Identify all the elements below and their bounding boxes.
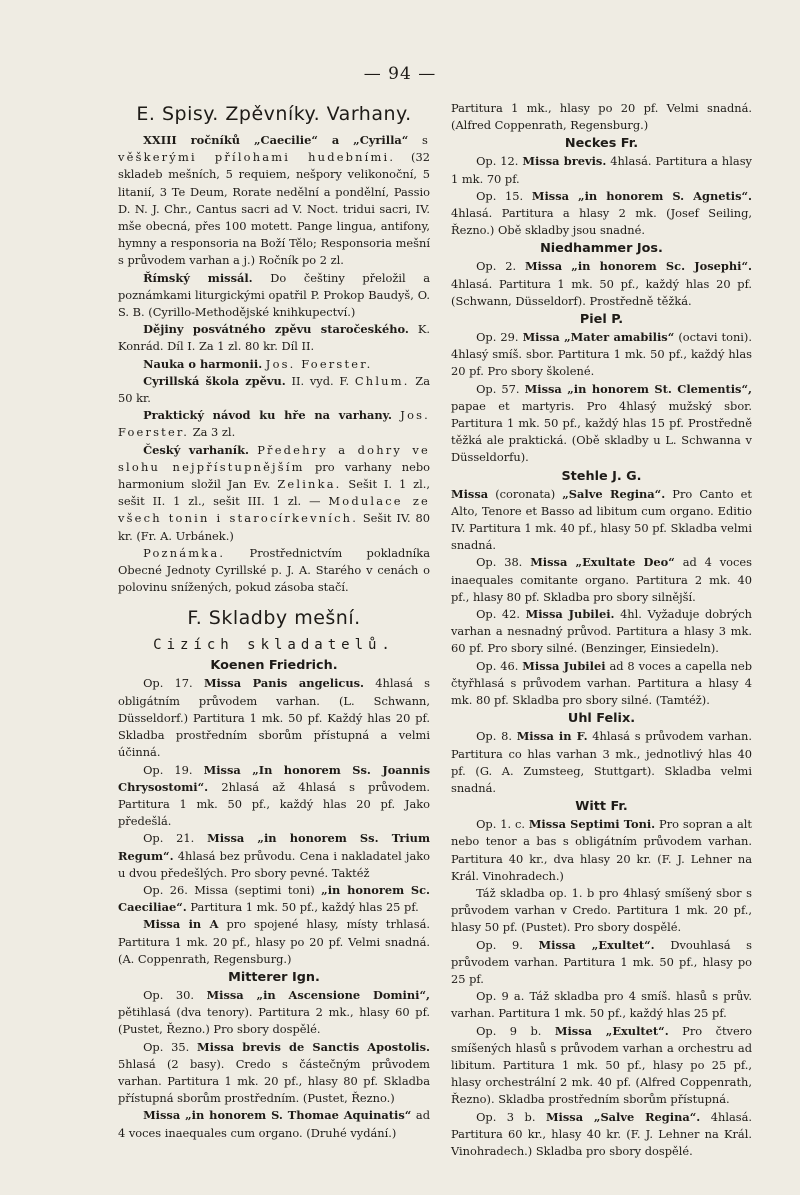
mass-title: Missa in F. — [516, 729, 588, 744]
right-column — [451, 100, 752, 1160]
opus-number: Op. 30. — [143, 987, 194, 1002]
mass-title: Missa Jubilei. — [525, 607, 615, 622]
mass-title: Missa „Mater amabilis“ — [522, 330, 675, 345]
mass-entry — [451, 381, 752, 467]
section-f-subtitle: Cizích skladatelů. — [153, 637, 395, 654]
mass-entry — [118, 882, 430, 916]
mass-details: 4hlasá. Partitura a hlasy 2 mk. (Josef Seiling, Řezno.) Obě skladby jsou snadné. — [451, 206, 752, 238]
section-e-title: E. Spisy. Zpěvníky. Varhany. — [136, 103, 412, 125]
entry-spaced-text: Předehry a dohry ve slohu nejpřístupnějším — [118, 442, 430, 474]
mass-title: Missa „in honorem S. Agnetis“. — [531, 188, 752, 203]
opus-number: Op. 46. — [476, 658, 519, 673]
entry-title: Cyrillská škola zpěvu. — [143, 373, 286, 388]
composer-heading: Niedhammer Jos. — [540, 241, 663, 257]
mass-details: Dvouhlasá s průvodem varhan. Partitura 1 mk. 50 pf., hlasy po 25 pf. — [451, 937, 752, 986]
entry-dejiny-zpevu — [118, 321, 430, 355]
mass-title: „in honorem Sc. Caeciliae“. — [118, 882, 431, 915]
entry-title: Praktický návod ku hře na varhany. — [143, 408, 392, 423]
entry-text: Prostřednictvím pokladníka Obecné Jednoty Cyrillské p. J. A. Starého v cenách o polovinu snížených, pokud zásoba stačí. — [118, 545, 430, 595]
composer-heading: Piel P. — [579, 312, 624, 328]
mass-title: Missa Jubilei — [522, 658, 606, 673]
composer-heading: Koenen Friedrich. — [210, 658, 338, 674]
entry-text: Za 3 zl. — [192, 425, 236, 440]
opus-number: Op. 9 b. — [476, 1023, 542, 1038]
mass-details: ad 4 voces inaequales cum organo. (Druhé vydání.) — [118, 1108, 431, 1140]
mass-details: 4hlasá s průvodem varhan. Partitura co hlas varhan 3 mk., jednotlivý hlas 40 pf. (G. A. Zumsteeg, Stuttgart). Skladba velmi snadná. — [451, 729, 752, 795]
mass-details: 4hlasá bez průvodu. Cena i nakladatel jako u dvou předešlých. Pro sbory pevné. Taktéž — [118, 848, 431, 880]
mass-entry — [451, 816, 752, 885]
mass-entry — [118, 1107, 430, 1141]
mass-title: Missa „Exultate Deo“ — [530, 555, 675, 570]
entry-nauka-harmonii — [118, 356, 430, 373]
mass-title: Missa in A — [143, 917, 219, 932]
entry-title: Dějiny posvátného zpěvu staročeského. — [143, 322, 409, 337]
composer-heading: Neckes Fr. — [564, 136, 639, 152]
mass-entry — [451, 188, 752, 240]
mass-entry — [451, 606, 752, 658]
composer-heading: Witt Fr. — [575, 799, 628, 815]
mass-details: Pro Canto et Alto, Tenore et Basso ad libitum cum organo. Editio IV. Partitura 1 mk. 40 pf., hlasy 50 pf. Skladba velmi snadná. — [451, 486, 752, 553]
mass-details: pro spojené hlasy, místy trhlasá. Partitura 1 mk. 20 pf., hlasy po 20 pf. Velmi snadná. (A. Coppenrath, Regensburg.) — [118, 917, 430, 966]
mass-title: Missa „in honorem S. Thomae Aquinatis“ — [143, 1108, 412, 1123]
entry-text: K. Konrád. Díl I. Za 1 zl. 80 kr. Díl II. — [118, 322, 430, 354]
mass-entry — [451, 329, 752, 381]
mass-details: Pro čtvero smíšených hlasů s průvodem varhan a orchestru ad libitum. Partitura 1 mk. 50 pf., hlasy po 25 pf., hlasy orchestrální 2 mk. 40 pf. (Alfred Coppenrath, Řezno). Skladba prostředním sborům přístupná. — [451, 1023, 753, 1107]
mass-entry — [451, 1023, 752, 1109]
mass-title: Missa Panis angelicus. — [203, 676, 365, 691]
entry-cyrillska-skola — [118, 373, 430, 407]
entry-rimsky-missal — [118, 270, 430, 322]
mass-title: Missa „Exultet“. — [554, 1023, 669, 1038]
entry-spaced-text: Jos. Foerster. — [118, 408, 430, 440]
composer-heading: Mitterer Ign. — [228, 969, 320, 985]
mass-entry — [118, 830, 430, 882]
entry-spaced-text: Zelinka. — [277, 477, 342, 492]
opus-number: Op. 2. — [476, 259, 517, 274]
entry-spaced-text: Jos. Foerster. — [265, 356, 373, 371]
mass-entry — [118, 916, 430, 968]
entry-text: Do češtiny přeložil a poznámkami liturgickými opatřil P. Prokop Baudyš, O. S. B. (Cyrillo-Methodějské knihkupectví.) — [118, 270, 430, 320]
opus-number: Op. 3 b. — [476, 1109, 536, 1124]
entry-poznamka — [118, 545, 430, 597]
entry-prakticky-navod — [118, 407, 430, 441]
mass-details: (octavi toni). 4hlasý smíš. sbor. Partitura 1 mk. 50 pf., každý hlas 20 pf. Pro sbory školené. — [451, 330, 753, 379]
mass-details: ad 8 voces a capella neb čtyřhlasá s průvodem varhan. Partitura a hlasy 4 mk. 80 pf. Skladba pro sbory silné. (Tamtéž). — [451, 658, 752, 708]
mass-details: pětihlasá (dva tenory). Partitura 2 mk., hlasy 60 pf. (Pustet, Řezno.) Pro sbory dospělé. — [118, 1005, 430, 1037]
mass-title: Missa brevis. — [522, 154, 607, 169]
opus-number: Op. 12. — [476, 154, 519, 169]
mass-details: Partitura 1 mk. 50 pf., každý hlas 25 pf. — [190, 900, 419, 915]
entry-text: pro varhany nebo harmonium složil Jan Ev. — [118, 459, 430, 492]
mass-title: Missa „in honorem Ss. Trium Regum“. — [118, 831, 431, 863]
composer-heading: Uhl Felix. — [567, 711, 636, 727]
mass-title: Missa — [451, 486, 489, 501]
opus-number: Op. 1. c. — [476, 817, 525, 832]
mass-title: Missa „In honorem Ss. Joannis Chrysostomi“. — [118, 762, 430, 794]
opus-number: Op. 19. — [143, 762, 193, 777]
opus-number: Op. 42. — [476, 607, 521, 622]
entry-title: XXIII ročníků „Caecilie“ a „Cyrilla“ — [143, 133, 409, 147]
mass-details: papae et martyris. Pro 4hlasý mužský sbor. Partitura 1 mk. 50 pf., každý hlas 15 pf. Prostředně těžká ale praktická. (Obě skladby u L. Schwanna v Düsseldorfu). — [451, 398, 752, 465]
entry-spaced-text: Modulace ze všech tonin i starocírkevních. — [118, 494, 430, 526]
mass-entry: Táž skladba op. 1. b pro 4hlasý smíšený sbor s průvodem varhan v Credo. Partitura 1 mk. 20 pf., hlasy 50 pf. (Pustet). Pro sbory dospělé. — [451, 885, 752, 935]
entry-text: Za 50 kr. — [118, 373, 430, 406]
mass-title: „Salve Regina“. — [562, 486, 666, 501]
mass-title: Missa „in honorem St. Clementis“, — [524, 381, 752, 396]
entry-title: Nauka o harmonii. — [143, 356, 263, 371]
entry-caecilie-cyrilla — [118, 132, 430, 270]
mass-details: 2hlasá až 4hlasá s průvodem. Partitura 1 mk. 50 pf., každý hlas 20 pf. Jako předešlá. — [118, 779, 430, 829]
mass-title: Missa Septimi Toni. — [528, 817, 656, 832]
mass-entry: Op. 9 a. Táž skladba pro 4 smíš. hlasů s prův. varhan. Partitura 1 mk. 50 pf., každý hlas 25 pf. — [451, 989, 752, 1021]
mass-entry — [451, 554, 752, 606]
mass-details: 4hlasá s obligátním průvodem varhan. (L. Schwann, Düsseldorf.) Partitura 1 mk. 50 pf. Každý hlas 20 pf. Skladba prostředním sborům přístupná a velmi účinná. — [118, 676, 431, 760]
mass-entry — [451, 153, 752, 187]
mass-details: (coronata) — [495, 486, 556, 501]
opus-number: Op. 57. — [476, 381, 520, 396]
left-column — [118, 100, 430, 1142]
opus-number: Op. 15. — [476, 188, 524, 203]
mass-details: 4hl. Vyžaduje dobrých varhan a nesnadný průvod. Partitura a hlasy 3 mk. 60 pf. Pro sbory silné. (Benzinger, Einsiedeln). — [451, 607, 752, 656]
opus-number: Op. 9. — [476, 937, 523, 952]
entry-text: Sešit I. 1 zl., sešit II. 1 zl., sešit III. 1 zl. — — [118, 477, 430, 509]
mass-details: 5hlasá (2 basy). Credo s částečným průvodem varhan. Partitura 1 mk. 20 pf., hlasy 80 pf. Skladba přístupná sborům prostředním. (Pustet, Řezno.) — [118, 1056, 430, 1106]
mass-details: 4hlasá. Partitura 1 mk. 50 pf., každý hlas 20 pf. (Schwann, Düsseldorf). Prostředně těžká. — [451, 276, 752, 308]
entry-cesky-varhanik — [118, 442, 430, 545]
mass-entry — [451, 486, 752, 555]
mass-entry — [451, 1109, 752, 1161]
opus-number: Op. 21. — [143, 831, 195, 846]
entry-text: (32 skladeb mešních, 5 requiem, nešpory velikonoční, 5 litanií, 3 Te Deum, Rorate nedělní a pondělní, Passio D. N. J. Chr., Cantus sacri ad V. Noct. tridui sacri, IV. mše obecná, přes 100 motett. Pange lingua, antifony, hymny a responsoria na Boží Tělo; Responsoria mešní s průvodem varhan a j.) Ročník po 2 zl. — [118, 150, 430, 268]
mass-title: Missa „Exultet“. — [538, 937, 655, 952]
continued-text: Partitura 1 mk., hlasy po 20 pf. Velmi snadná. (Alfred Coppenrath, Regensburg.) — [451, 101, 752, 133]
opus-number: Op. 29. — [476, 330, 519, 345]
mass-details: 4hlasá. Partitura 60 kr., hlasy 40 kr. (F. J. Lehner na Král. Vinohradech.) Skladba pro sbory dospělé. — [451, 1109, 753, 1158]
mass-entry — [451, 728, 752, 797]
mass-title: Missa „Salve Regina“. — [545, 1109, 701, 1124]
mass-entry — [118, 675, 430, 761]
mass-title: Missa „in Ascensione Domini“, — [206, 987, 430, 1002]
opus-number: Op. 8. — [476, 729, 512, 744]
entry-spaced-text: Poznámka. — [143, 545, 226, 560]
mass-entry — [118, 762, 430, 831]
mass-details: ad 4 voces inaequales comitante organo. Partitura 2 mk. 40 pf., hlasy 80 pf. Skladba pro sbory silnější. — [451, 555, 752, 604]
entry-title: Římský missál. — [143, 270, 253, 285]
mass-details: 4hlasá. Partitura a hlasy 1 mk. 70 pf. — [451, 154, 752, 186]
mass-title: Missa brevis de Sanctis Apostolis. — [197, 1039, 430, 1054]
composer-heading: Stehle J. G. — [561, 468, 642, 484]
mass-entry — [451, 658, 752, 710]
mass-entry — [451, 258, 752, 310]
entry-spaced-text: Chlum. — [354, 373, 410, 388]
mass-entry — [118, 987, 430, 1039]
entry-spaced-text: s věškerými přílohami hudebními. — [118, 133, 430, 165]
section-f-title: F. Skladby mešní. — [187, 607, 361, 630]
opus-number: Op. 35. — [143, 1039, 190, 1054]
opus-number: Op. 17. — [143, 676, 193, 691]
opus-number: Op. 26. Missa (septimi toni) — [143, 882, 315, 897]
mass-title: Missa „in honorem Sc. Josephi“. — [524, 259, 752, 274]
page-number: — 94 — — [363, 64, 437, 84]
opus-number: Op. 38. — [476, 555, 523, 570]
entry-text: Sešit IV. 80 kr. (Fr. A. Urbánek.) — [118, 511, 431, 543]
mass-entry — [118, 1039, 430, 1108]
mass-details: Pro sopran a alt nebo tenor a bas s obligátním průvodem varhan. Partitura 40 kr., dva hlasy 20 kr. (F. J. Lehner na Král. Vinohradech.) — [451, 817, 752, 883]
entry-title: Český varhaník. — [143, 442, 249, 457]
mass-entry — [451, 937, 752, 989]
entry-text: II. vyd. F. — [291, 373, 350, 388]
